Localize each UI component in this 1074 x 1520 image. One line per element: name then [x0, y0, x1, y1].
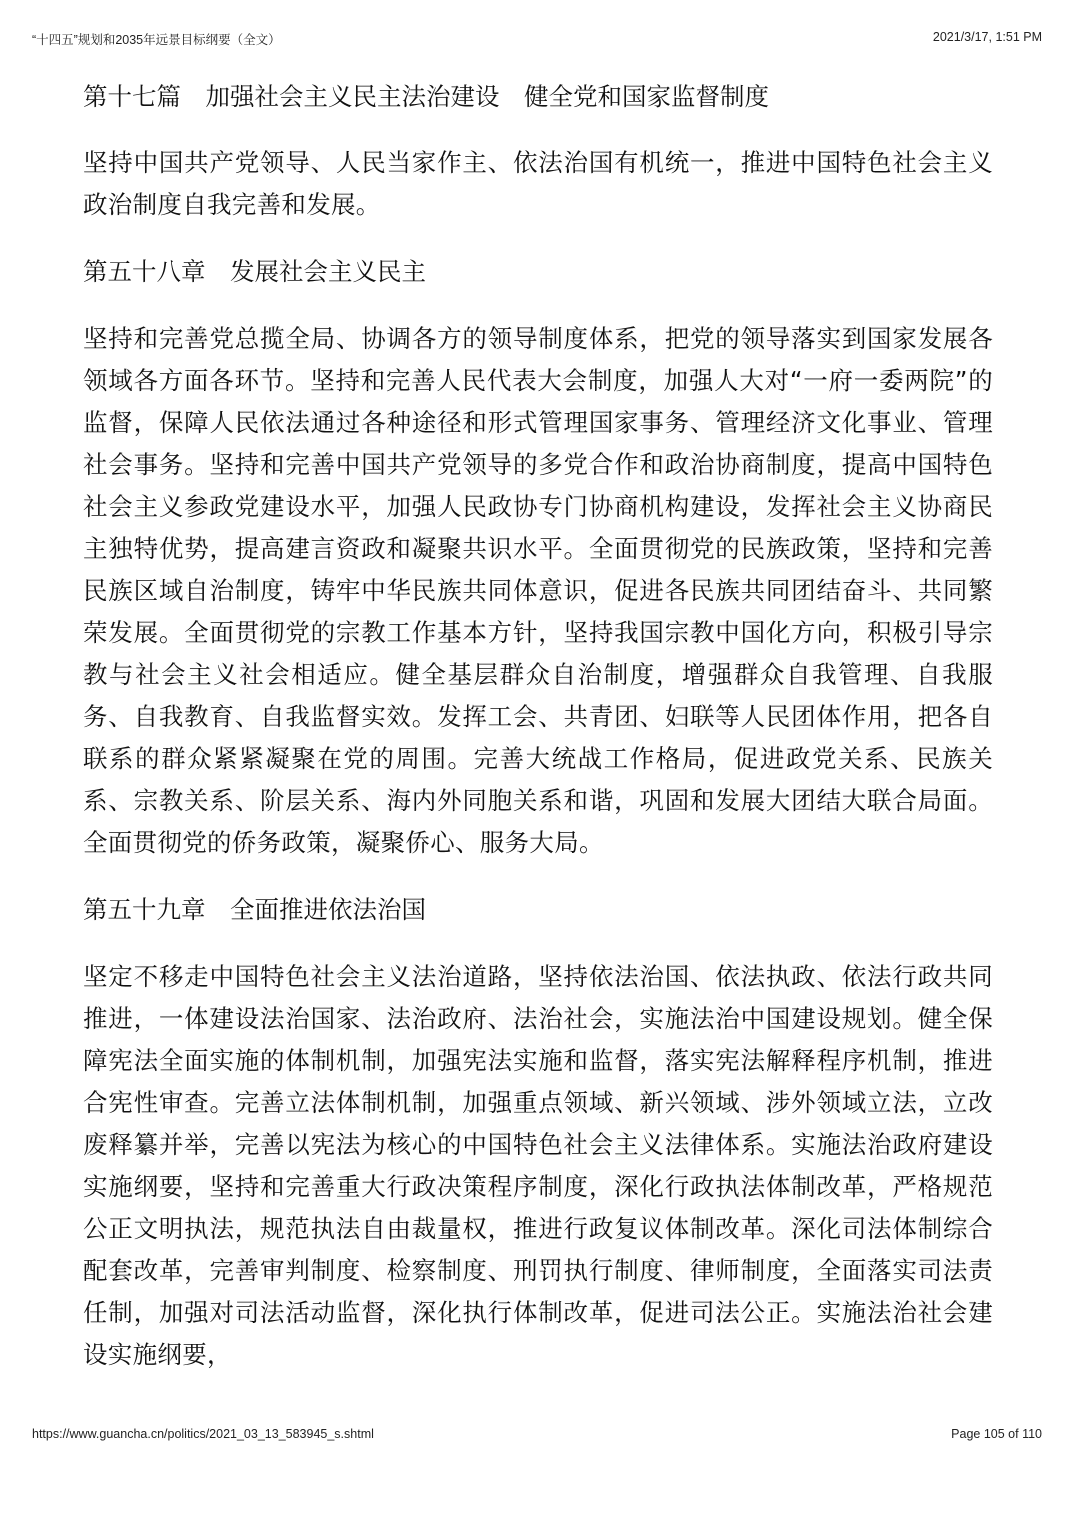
chapter-58-paragraph: 坚持和完善党总揽全局、协调各方的领导制度体系，把党的领导落实到国家发展各领域各方面各环节。坚持和完善人民代表大会制度，加强人大对“一府一委两院”的监督，保障人民依法通过各种途径和形式管理国家事务、管理经济文化事业、管理社会事务。坚持和完善中国共产党领导的多党合作和政治协商制度，提高中国特色社会主义参政党建设水平，加强人民政协专门协商机构建设，发挥社会主义协商民主独特优势，提高建言资政和凝聚共识水平。全面贯彻党的民族政策，坚持和完善民族区域自治制度，铸牢中华民族共同体意识，促进各民族共同团结奋斗、共同繁荣发展。全面贯彻党的宗教工作基本方针，坚持我国宗教中国化方向，积极引导宗教与社会主义社会相适应。健全基层群众自治制度，增强群众自我管理、自我服务、自我教育、自我监督实效。发挥工会、共青团、妇联等人民团体作用，把各自联系的群众紧紧凝聚在党的周围。完善大统战工作格局，促进政党关系、民族关系、宗教关系、阶层关系、海内外同胞关系和谐，巩固和发展大团结大联合局面。全面贯彻党的侨务政策，凝聚侨心、服务大局。 — [83, 324, 993, 857]
print-footer-url: https://www.guancha.cn/politics/2021_03_13_583945_s.shtml — [32, 1427, 374, 1441]
print-footer-page-number: Page 105 of 110 — [951, 1427, 1042, 1441]
chapter-59-paragraph: 坚定不移走中国特色社会主义法治道路，坚持依法治国、依法执政、依法行政共同推进，一体建设法治国家、法治政府、法治社会，实施法治中国建设规划。健全保障宪法全面实施的体制机制，加强宪法实施和监督，落实宪法解释程序机制，推进合宪性审查。完善立法体制机制，加强重点领域、新兴领域、涉外领域立法，立改废释纂并举，完善以宪法为核心的中国特色社会主义法律体系。实施法治政府建设实施纲要，坚持和完善重大行政决策程序制度，深化行政执法体制改革，严格规范公正文明执法，规范执法自由裁量权，推进行政复议体制改革。深化司法体制综合配套改革，完善审判制度、检察制度、刑罚执行制度、律师制度，全面落实司法责任制，加强对司法活动监督，深化执行体制改革，促进司法公正。实施法治社会建设实施纲要， — [83, 962, 993, 1369]
print-header-title: “十四五”规划和2035年远景目标纲要（全文） — [32, 33, 281, 47]
section-intro-paragraph: 坚持中国共产党领导、人民当家作主、依法治国有机统一，推进中国特色社会主义政治制度自我完善和发展。 — [83, 148, 993, 219]
chapter-59-title: 第五十九章 全面推进依法治国 — [83, 895, 426, 924]
chapter-58-title: 第五十八章 发展社会主义民主 — [83, 257, 426, 286]
article-body — [83, 78, 993, 1403]
section-title: 第十七篇 加强社会主义民主法治建设 健全党和国家监督制度 — [83, 82, 769, 111]
print-header-datetime: 2021/3/17, 1:51 PM — [932, 30, 1042, 44]
